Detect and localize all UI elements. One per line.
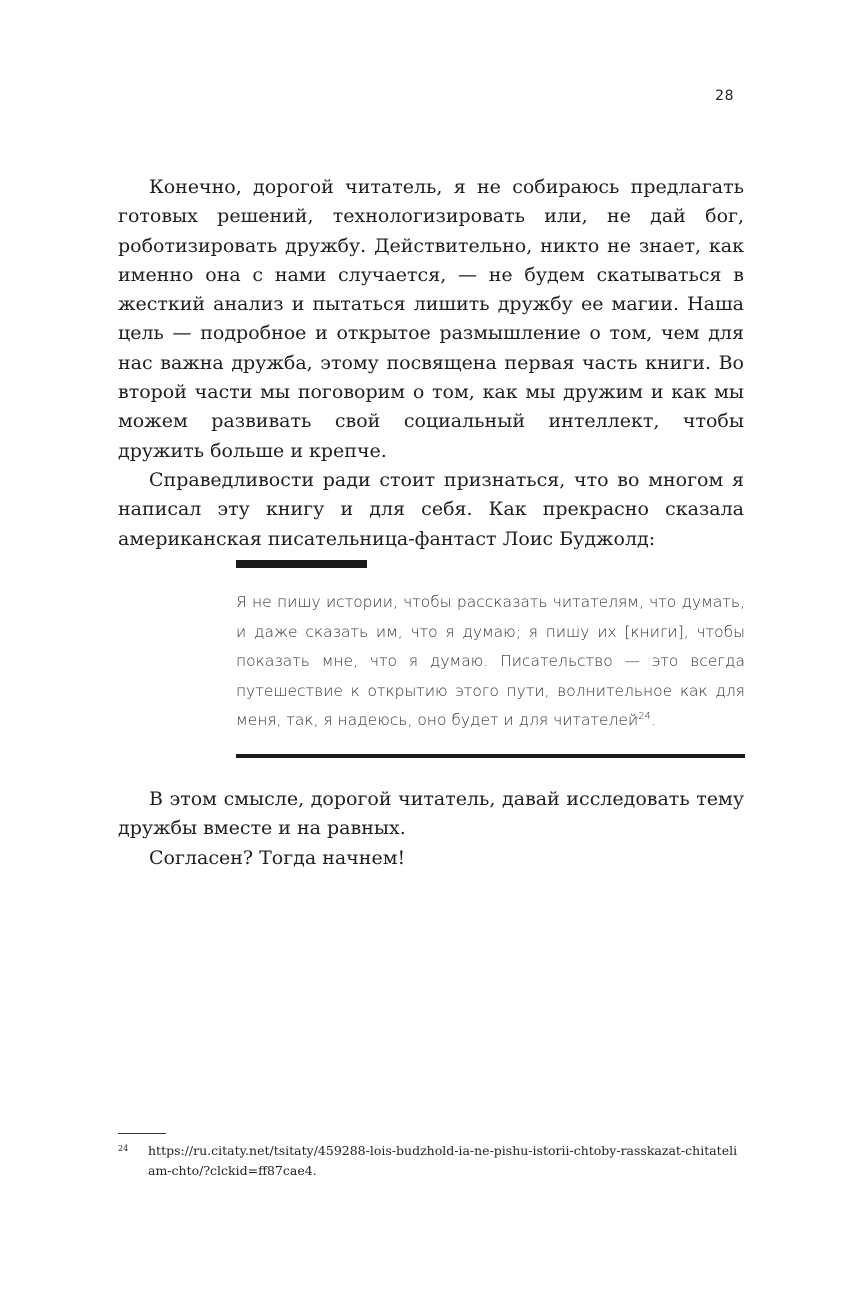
quote-top-rule: [236, 560, 367, 568]
paragraph: В этом смысле, дорогой читатель, давай исследовать тему дружбы вместе и на равных.: [118, 788, 744, 840]
quote-text: [236, 588, 745, 736]
blockquote: [236, 560, 745, 758]
footnote-number: 24: [118, 1144, 129, 1153]
paragraph: Справедливости ради стоит признаться, что во многом я написал эту книгу и для себя. Как прекрасно сказала американская писательница-фантаст Лоис Буджолд:: [118, 468, 744, 550]
paragraph: Конечно, дорогой читатель, я не собираюсь предлагать готовых решений, технологизировать или, не дай бог, роботизировать дружбу. Действительно, никто не знает, как именно она с нами случается, — не будем скатываться в жесткий анализ и пытаться лишить дружбу ее магии. Наша цель — подробное и открытое размышление о том, чем для нас важна дружба, этому посвящена первая часть книги. Во второй части мы поговорим о том, как мы дружим и как мы можем развивать свой социальный интеллект, чтобы дружить больше и крепче.: [118, 176, 744, 462]
footnote: [118, 1141, 744, 1181]
main-text-block: [118, 173, 744, 554]
footnote-reference[interactable]: 24: [638, 710, 651, 722]
quote-bottom-rule: [236, 754, 745, 758]
footnote-link[interactable]: https://ru.citaty.net/tsitaty/459288-lois-budzhold-ia-ne-pishu-istorii-chtoby-rasskazat-chitateliam-chto/?clckid=ff87cae4.: [148, 1143, 738, 1178]
paragraph: Согласен? Тогда начнем!: [149, 846, 406, 869]
page-number: 28: [715, 88, 734, 104]
quote-body: Я не пишу истории, чтобы рассказать читателям, что думать, и даже сказать им, что я думаю; я пишу их [книги], чтобы показать мне, что я думаю. Писательство — это всегда путешествие к открытию этого пути, волнительное как для меня, так, я надеюсь, оно будет и для читателей: [236, 593, 745, 729]
quote-end-punct: .: [650, 711, 656, 729]
closing-text-block: [118, 785, 744, 873]
footnote-rule: [118, 1133, 166, 1134]
